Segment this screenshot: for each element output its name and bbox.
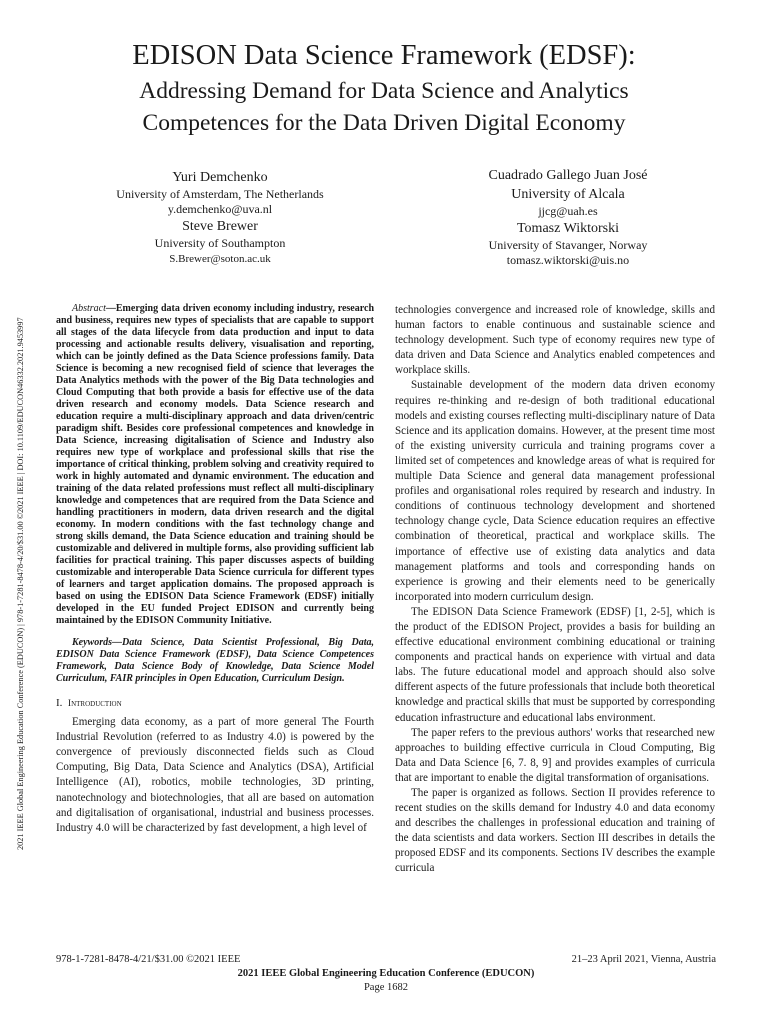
paper-title-line1: EDISON Data Science Framework (EDSF): — [132, 40, 636, 71]
abstract-label: Abstract — [72, 303, 106, 314]
body-paragraph: technologies convergence and increased role of knowledge, skills and human factors to enable continuous and sustainable science and technology development. Such type of economy requires new type of data driven and Data Science and Analytics enabled competences and workplace skills. — [395, 304, 715, 377]
abstract-text: —Emerging data driven economy including industry, research and business, requires new types of specialists that are capable to support all stages of the data lifecycle from data production and input to data processing and actionable results delivery, visualisation and reporting, which can be jointly defined as the Data Science professions family. Data Science is becoming a new recognised field of science that leverages the Data Analytics methods with the power of the Big Data technologies and Cloud Computing that both provide a basis for effective use of the data driven research and economy models. Data Science research and education require a multi-disciplinary approach and data driven/centric paradigm shift. Besides core professional competences and knowledge in Data Science, increasing digitalisation of Science and Industry also requires new type of workplace and professional skills that rise the importance of critical thinking, problem solving and creativity required to work in highly automated and dynamic environment. The education and training of the data related professions must reflect all multi-disciplinary knowledge and competences that are required from the Data Science and handling practitioners in modern, data driven research and the digital economy. In modern conditions with the fast technology change and strong skills demand, the Data Science education and training should be customizable and delivered in multiple forms, also providing sufficient lab facilities for practical training. This paper discusses aspects of building customizable and interoperable Data Science curricula for different types of learners and target application domains. The proposed approach is based on using the EDISON Data Science Framework (EDSF) initially developed in the EU funded Project EDISON and currently being maintained by the EDISON Community Initiative. — [56, 303, 374, 626]
body-paragraph: Sustainable development of the modern data driven economy requires re-thinking and re-design of both traditional educational models and existing courses reflecting multi-disciplinary nature of Data Science and its application domains. However, at the present time most of the existing university curricula and training programs cover a limited set of competences and knowledge areas of what is required for multiple Data Science and general data management professional profiles and organisational roles required by research and industry. In conditions of continuous technology development and shortened technology change cycle, Data Science education requires an effective combination of theoretical, practical and workplace skills. The importance of effective use of existing data analytics and data management platforms and tools and corresponding hands on experience is growing and their elements need to be generically incorporated into modern curriculum design. — [395, 379, 715, 603]
body-paragraph: The EDISON Data Science Framework (EDSF) [1, 2-5], which is the product of the EDISON Project, provides a basis for building an effective educational environment combining educational or training components and practical hands on experience with virtual and data labs. The future educational model and approach should also solve different aspects of the future professionals that include both theoretical knowledge and practical skills that must be supported by corresponding education infrastructure and educational labs environment. — [395, 605, 715, 724]
footer-isbn: 978-1-7281-8478-4/21/$31.00 ©2021 IEEE — [56, 954, 241, 965]
author-name: Tomasz Wiktorski — [516, 221, 620, 236]
keywords: Keywords—Data Science, Data Scientist Professional, Big Data, EDISON Data Science Framework (EDSF), Data Science Competences Framework, Data Science Body of Knowledge, Data Science Model Curriculum, FAIR principles in Open Education, Curriculum Design. — [56, 637, 374, 684]
body-paragraph: The paper refers to the previous authors' works that researched new approaches to building effective curricula in Cloud Computing, Big Data and Data Science [6, 7. 8, 9] and provides examples of curricula that are important to enable the digital transformation of organisations. — [395, 726, 715, 784]
intro-paragraph: Emerging data economy, as a part of more general The Fourth Industrial Revolution (referred to as Industry 4.0) is powered by the convergence of previously disconnected fields such as Cloud Computing, Big Data, Data Science and Analytics (DSA), Artificial Intelligence (AI), robotics, mobile technologies, 3D printing, nanotechnology and biotechnologies, that all are based on automation and digitalisation of organisational, industrial and business processes. Industry 4.0 will be characterized by fast development, a high level of — [56, 716, 374, 834]
footer-date-place: 21–23 April 2021, Vienna, Austria — [571, 954, 716, 965]
paper-title-line3: Competences for the Data Driven Digital Economy — [142, 110, 626, 136]
author-affiliation: University of Southampton — [154, 236, 286, 250]
left-column — [56, 303, 374, 836]
body-paragraph: The paper is organized as follows. Section II provides reference to recent studies on the skills demand for Industry 4.0 and data economy and describes the challenges in professional education and training of the data scientists and data workers. Section III describes in details the proposed EDSF and its components. Sections IV describes the example curricula — [395, 787, 715, 875]
author-email: S.Brewer@soton.ac.uk — [169, 253, 271, 265]
author-affiliation: University of Stavanger, Norway — [488, 238, 648, 252]
section-title: Introduction — [67, 699, 122, 709]
section-heading — [56, 696, 374, 712]
author-name: Cuadrado Gallego Juan José — [488, 168, 648, 183]
author-name: Steve Brewer — [182, 219, 258, 234]
abstract — [56, 303, 374, 627]
doi-sidebar-text: 2021 IEEE Global Engineering Education Conference (EDUCON) | 978-1-7281-8478-4/20/$31.00 ©2021 IEEE | DOI: 10.1109/EDUCON46332.2021.9453997 — [16, 317, 25, 850]
authors-left — [80, 168, 360, 267]
footer-top-line — [56, 953, 716, 966]
section-number: I. — [56, 697, 63, 709]
paper-title-line2: Addressing Demand for Data Science and Analytics — [139, 78, 629, 104]
doi-sidebar — [14, 160, 28, 850]
author-name: Yuri Demchenko — [172, 170, 268, 185]
author-email: jjcg@uah.es — [538, 204, 598, 218]
author-email: y.demchenko@uva.nl — [167, 202, 273, 216]
right-column — [395, 303, 715, 877]
author-email: tomasz.wiktorski@uis.no — [506, 253, 630, 267]
footer-page-number: Page 1682 — [363, 982, 409, 993]
authors-right — [420, 166, 716, 268]
author-affiliation: University of Alcala — [511, 187, 625, 202]
footer-conference: 2021 IEEE Global Engineering Education Conference (EDUCON) — [237, 968, 535, 979]
author-affiliation: University of Amsterdam, The Netherlands — [116, 187, 324, 201]
